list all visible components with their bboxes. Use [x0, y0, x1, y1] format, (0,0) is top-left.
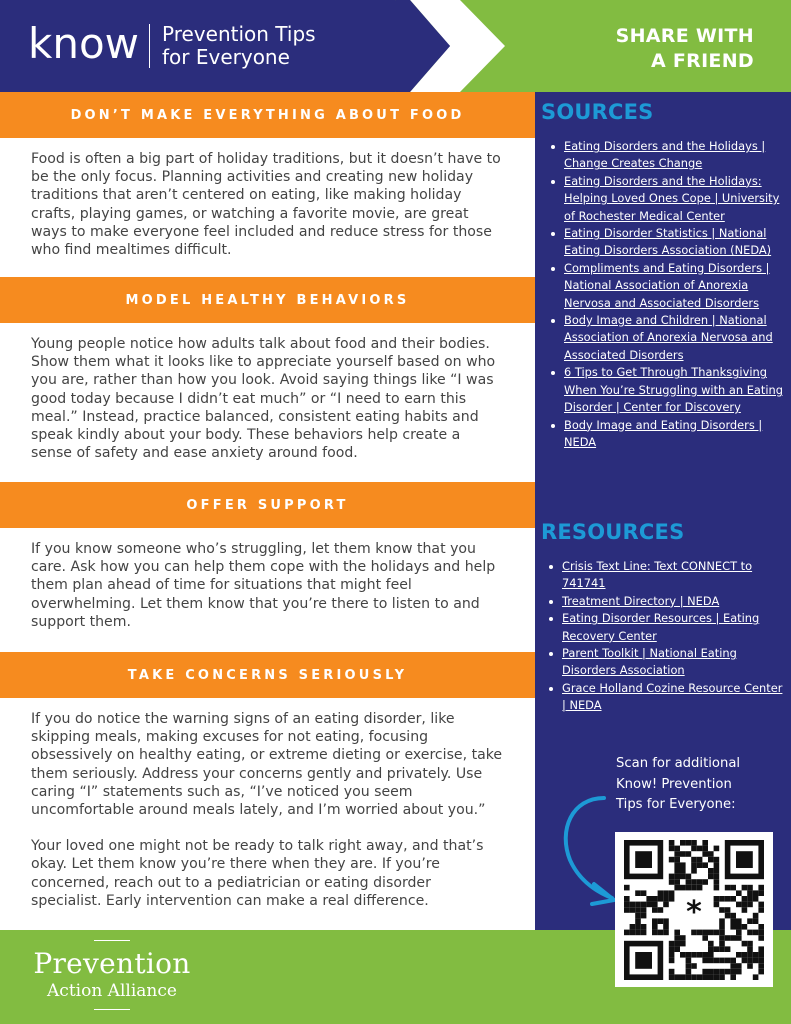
qr-module — [691, 846, 697, 852]
qr-module — [674, 846, 680, 852]
resource-item — [547, 610, 783, 645]
qr-module — [697, 862, 703, 868]
section-food — [0, 92, 535, 259]
qr-module — [697, 846, 703, 852]
qr-module — [641, 913, 647, 919]
share-with-friend — [616, 24, 754, 74]
qr-module — [708, 868, 714, 874]
qr-module — [708, 974, 714, 980]
qr-module — [747, 952, 753, 958]
qr-module — [658, 890, 664, 896]
qr-module — [753, 952, 759, 958]
qr-module — [714, 958, 720, 964]
section-offer-support — [0, 482, 535, 631]
qr-module — [730, 969, 736, 975]
section-model-behaviors — [0, 277, 535, 462]
resource-link[interactable]: Crisis Text Line: Text CONNECT to 741741 — [562, 559, 753, 591]
tagline-line-2: for Everyone — [162, 45, 290, 69]
qr-module — [736, 952, 742, 958]
section-heading: TAKE CONCERNS SERIOUSLY — [0, 652, 535, 698]
header-banner — [0, 0, 791, 92]
section-take-concerns — [0, 652, 535, 910]
qr-module — [658, 896, 664, 902]
qr-module — [730, 935, 736, 941]
qr-module — [686, 963, 692, 969]
qr-module — [669, 969, 675, 975]
qr-module — [747, 885, 753, 891]
source-link[interactable]: Eating Disorders and the Holidays: Helping Loved Ones Cope | University of Rochester Medical Center — [564, 173, 780, 223]
qr-module — [719, 896, 725, 902]
qr-module — [686, 885, 692, 891]
qr-module — [758, 924, 764, 930]
qr-module — [702, 862, 708, 868]
qr-module — [669, 896, 675, 902]
qr-module — [719, 907, 725, 913]
qr-module — [730, 913, 736, 919]
qr-module — [742, 902, 748, 908]
qr-module — [725, 969, 731, 975]
scan-line-3: Tips for Everyone: — [616, 797, 736, 812]
qr-module — [747, 941, 753, 947]
qr-module — [669, 974, 675, 980]
source-link[interactable]: Body Image and Eating Disorders | NEDA — [564, 417, 763, 449]
qr-module — [652, 918, 658, 924]
qr-module — [697, 974, 703, 980]
qr-module — [708, 958, 714, 964]
scan-line-2: Know! Prevention — [616, 776, 732, 792]
logo-divider — [149, 24, 150, 68]
resource-item — [547, 558, 783, 593]
qr-module — [730, 885, 736, 891]
qr-module — [714, 874, 720, 880]
qr-module — [758, 958, 764, 964]
know-logo — [28, 19, 316, 70]
qr-module — [641, 890, 647, 896]
qr-module — [674, 874, 680, 880]
qr-module — [714, 974, 720, 980]
qr-module — [736, 902, 742, 908]
source-link[interactable]: Eating Disorder Statistics | National Eating Disorders Association (NEDA) — [564, 226, 772, 258]
qr-module — [708, 851, 714, 857]
qr-module — [742, 952, 748, 958]
qr-module — [758, 963, 764, 969]
qr-module — [635, 902, 641, 908]
qr-module — [742, 924, 748, 930]
qr-module — [652, 907, 658, 913]
resource-link[interactable]: Treatment Directory | NEDA — [562, 593, 720, 608]
qr-module — [702, 974, 708, 980]
qr-module — [691, 840, 697, 846]
qr-module — [714, 879, 720, 885]
qr-module — [674, 941, 680, 947]
qr-module — [691, 974, 697, 980]
qr-module — [714, 946, 720, 952]
qr-module — [624, 902, 630, 908]
section-paragraph: Young people notice how adults talk about food and their bodies. Show them what it looks like to appreciate yourself based on who you are, rather than how you look. Avoid saying things like “I was good today because I didn’t eat much” or “I need to earn this meal.” Instead, practice balanced, consistent eating habits and speak kindly about your body. These behaviors help create a sense of safety and ease anxiety around food. — [31, 336, 496, 462]
qr-module — [646, 896, 652, 902]
section-paragraph: If you know someone who’s struggling, let them know that you care. Ask how you can help them cope with the holidays and help them plan ahead of time for situations that might feel overwhelming. Let them know that you’re there to listen to and support them. — [31, 541, 496, 630]
qr-center-asterisk-icon: * — [686, 894, 702, 930]
qr-module — [691, 862, 697, 868]
qr-module — [680, 868, 686, 874]
qr-module — [702, 879, 708, 885]
sources-list — [549, 138, 785, 451]
qr-module — [702, 958, 708, 964]
tagline-line-1: Prevention Tips — [162, 22, 316, 46]
qr-module — [691, 857, 697, 863]
qr-module — [686, 974, 692, 980]
source-item — [549, 173, 785, 225]
qr-module — [747, 946, 753, 952]
qr-module — [702, 851, 708, 857]
qr-module — [635, 924, 641, 930]
qr-module — [719, 969, 725, 975]
qr-module — [697, 952, 703, 958]
qr-module — [669, 952, 675, 958]
qr-module — [691, 868, 697, 874]
qr-module — [680, 941, 686, 947]
qr-module — [697, 885, 703, 891]
qr-module — [674, 974, 680, 980]
resources-list — [547, 558, 783, 715]
qr-module — [686, 879, 692, 885]
qr-module — [669, 857, 675, 863]
qr-module — [674, 885, 680, 891]
qr-module — [753, 918, 759, 924]
qr-module — [669, 874, 675, 880]
qr-module — [635, 907, 641, 913]
qr-module — [747, 918, 753, 924]
section-paragraph: If you do notice the warning signs of an eating disorder, like skipping meals, making excuses for not eating, focusing obsessively on healthy eating, or extreme dieting or exercise, take them seriously. Address your concerns gently and privately. Use caring “I” statements such as, “I’ve noticed you seem uncomfortable around meals lately, and I’m worried about you.” — [31, 711, 503, 819]
qr-module — [686, 958, 692, 964]
qr-module — [635, 930, 641, 936]
qr-module — [691, 879, 697, 885]
source-link[interactable]: 6 Tips to Get Through Thanksgiving When You’re Struggling with an Eating Disorder | Center for Discovery — [564, 365, 783, 415]
qr-module — [624, 907, 630, 913]
qr-module — [742, 907, 748, 913]
qr-module — [658, 918, 664, 924]
qr-module — [686, 952, 692, 958]
qr-module — [719, 974, 725, 980]
qr-module — [725, 958, 731, 964]
qr-module — [742, 958, 748, 964]
qr-module — [758, 930, 764, 936]
qr-module — [674, 862, 680, 868]
qr-module — [736, 930, 742, 936]
qr-module — [747, 963, 753, 969]
qr-module — [708, 969, 714, 975]
org-name-line-1: Prevention — [33, 947, 191, 980]
resources-heading: RESOURCES — [541, 520, 685, 544]
source-item — [549, 225, 785, 260]
qr-module — [630, 902, 636, 908]
qr-module — [747, 896, 753, 902]
qr-module — [736, 924, 742, 930]
section-paragraph: Food is often a big part of holiday traditions, but it doesn’t have to be the only focus. Planning activities and creating new holiday traditions that aren’t centered on eating, like making holiday crafts, playing games, or watching a favorite movie, are great ways to make everyone feel included and reduce stress for those who find mealtimes difficult. — [31, 151, 501, 259]
qr-module — [686, 874, 692, 880]
qr-module — [669, 840, 675, 846]
qr-module — [747, 930, 753, 936]
qr-module — [646, 902, 652, 908]
qr-module — [758, 935, 764, 941]
resource-item — [547, 593, 783, 610]
source-item — [549, 260, 785, 312]
qr-module — [669, 879, 675, 885]
source-item — [549, 417, 785, 452]
source-item — [549, 138, 785, 173]
qr-module — [714, 930, 720, 936]
qr-module — [753, 890, 759, 896]
qr-module — [697, 879, 703, 885]
qr-module — [742, 896, 748, 902]
qr-module — [697, 857, 703, 863]
qr-module — [753, 930, 759, 936]
qr-module — [702, 935, 708, 941]
qr-module — [641, 902, 647, 908]
qr-module — [730, 924, 736, 930]
qr-module — [714, 846, 720, 852]
qr-module — [736, 918, 742, 924]
logo-tagline — [162, 23, 316, 69]
qr-module — [702, 930, 708, 936]
qr-module — [686, 851, 692, 857]
qr-code[interactable] — [615, 832, 773, 987]
qr-module — [669, 941, 675, 947]
qr-module — [730, 974, 736, 980]
sources-heading: SOURCES — [541, 100, 654, 124]
qr-module — [742, 885, 748, 891]
qr-module — [641, 907, 647, 913]
qr-module — [669, 958, 675, 964]
qr-module — [641, 930, 647, 936]
qr-module — [747, 890, 753, 896]
source-link[interactable]: Compliments and Eating Disorders | National Association of Anorexia Nervosa and Associated Disorders — [564, 260, 770, 310]
qr-module — [719, 941, 725, 947]
qr-module — [680, 862, 686, 868]
qr-module — [680, 851, 686, 857]
qr-module — [747, 902, 753, 908]
qr-module — [680, 974, 686, 980]
qr-module — [663, 896, 669, 902]
qr-module — [652, 930, 658, 936]
qr-module — [652, 902, 658, 908]
qr-module — [641, 924, 647, 930]
qr-module — [669, 846, 675, 852]
qr-module — [758, 907, 764, 913]
qr-module — [652, 896, 658, 902]
share-line-1: SHARE WITH — [615, 25, 754, 47]
qr-module — [719, 930, 725, 936]
qr-module — [658, 907, 664, 913]
qr-module — [725, 907, 731, 913]
qr-module — [719, 924, 725, 930]
qr-module — [708, 874, 714, 880]
qr-module — [691, 885, 697, 891]
source-link[interactable]: Body Image and Children | National Association of Anorexia Nervosa and Associated Disorders — [564, 313, 773, 362]
qr-module — [697, 930, 703, 936]
qr-module — [708, 941, 714, 947]
qr-module — [714, 969, 720, 975]
qr-module — [730, 896, 736, 902]
qr-module — [753, 896, 759, 902]
qr-module — [624, 885, 630, 891]
qr-module — [663, 918, 669, 924]
qr-module — [758, 890, 764, 896]
source-item — [549, 364, 785, 416]
qr-module — [719, 935, 725, 941]
qr-module — [714, 862, 720, 868]
qr-module — [714, 896, 720, 902]
qr-finder-pattern — [635, 952, 652, 969]
qr-module — [702, 952, 708, 958]
qr-module — [708, 930, 714, 936]
qr-module — [691, 952, 697, 958]
qr-code-icon — [615, 832, 773, 987]
qr-module — [708, 946, 714, 952]
qr-module — [758, 946, 764, 952]
qr-module — [736, 963, 742, 969]
qr-module — [719, 958, 725, 964]
resource-link[interactable]: Eating Disorder Resources | Eating Recovery Center — [562, 611, 760, 643]
qr-module — [691, 930, 697, 936]
section-heading: MODEL HEALTHY BEHAVIORS — [0, 277, 535, 323]
org-name-line-2: Action Alliance — [47, 981, 177, 1001]
qr-module — [686, 969, 692, 975]
qr-module — [635, 913, 641, 919]
qr-module — [635, 890, 641, 896]
qr-module — [635, 918, 641, 924]
qr-module — [680, 935, 686, 941]
qr-module — [630, 907, 636, 913]
qr-module — [758, 969, 764, 975]
qr-module — [630, 930, 636, 936]
qr-module — [736, 969, 742, 975]
qr-module — [719, 946, 725, 952]
scan-line-1: Scan for additional — [616, 756, 741, 771]
qr-module — [663, 902, 669, 908]
qr-module — [725, 913, 731, 919]
qr-module — [663, 930, 669, 936]
qr-module — [674, 879, 680, 885]
qr-module — [730, 958, 736, 964]
qr-module — [725, 946, 731, 952]
qr-module — [686, 840, 692, 846]
logo-wordmark: know — [28, 19, 139, 68]
qr-module — [652, 924, 658, 930]
qr-module — [719, 918, 725, 924]
qr-module — [669, 946, 675, 952]
qr-module — [714, 857, 720, 863]
qr-module — [674, 946, 680, 952]
qr-module — [624, 930, 630, 936]
qr-module — [753, 974, 759, 980]
qr-module — [680, 874, 686, 880]
section-heading: OFFER SUPPORT — [0, 482, 535, 528]
qr-module — [624, 896, 630, 902]
qr-module — [730, 918, 736, 924]
qr-module — [725, 935, 731, 941]
qr-module — [714, 902, 720, 908]
qr-module — [658, 930, 664, 936]
qr-module — [736, 890, 742, 896]
section-heading: DON’T MAKE EVERYTHING ABOUT FOOD — [0, 92, 535, 138]
resource-link[interactable]: Parent Toolkit | National Eating Disorders Association — [562, 646, 737, 678]
source-link[interactable]: Eating Disorders and the Holidays | Change Creates Change — [564, 139, 766, 171]
qr-module — [714, 885, 720, 891]
qr-module — [674, 935, 680, 941]
qr-module — [736, 935, 742, 941]
qr-module — [702, 840, 708, 846]
qr-module — [680, 952, 686, 958]
qr-module — [630, 924, 636, 930]
qr-finder-pattern — [635, 851, 652, 868]
qr-module — [663, 890, 669, 896]
qr-module — [730, 963, 736, 969]
qr-module — [702, 846, 708, 852]
qr-module — [702, 969, 708, 975]
qr-module — [708, 952, 714, 958]
qr-module — [747, 958, 753, 964]
qr-module — [758, 902, 764, 908]
qr-module — [758, 885, 764, 891]
qr-module — [674, 857, 680, 863]
prevention-action-alliance-logo — [22, 940, 202, 1010]
share-line-2: A FRIEND — [650, 50, 754, 72]
resource-link[interactable]: Grace Holland Cozine Resource Center | NEDA — [562, 680, 783, 713]
qr-module — [663, 924, 669, 930]
qr-module — [674, 868, 680, 874]
section-paragraph: Your loved one might not be ready to talk right away, and that’s okay. Let them know you’re there when they are. If you’re concerned, reach out to a pediatrician or eating disorder specialist. Early intervention can make a real difference. — [31, 838, 484, 909]
resource-item — [547, 645, 783, 680]
qr-module — [708, 857, 714, 863]
scan-prompt — [616, 754, 740, 816]
source-item — [549, 312, 785, 364]
qr-finder-pattern — [736, 851, 753, 868]
qr-module — [680, 840, 686, 846]
qr-module — [758, 952, 764, 958]
qr-module — [669, 890, 675, 896]
logo-rule-top — [94, 940, 130, 941]
qr-module — [753, 913, 759, 919]
qr-module — [742, 941, 748, 947]
qr-module — [753, 958, 759, 964]
qr-module — [725, 885, 731, 891]
qr-module — [714, 868, 720, 874]
qr-module — [674, 851, 680, 857]
qr-module — [680, 885, 686, 891]
resource-item — [547, 680, 783, 715]
logo-rule-bottom — [94, 1009, 130, 1010]
qr-module — [725, 896, 731, 902]
qr-module — [674, 930, 680, 936]
qr-module — [691, 963, 697, 969]
